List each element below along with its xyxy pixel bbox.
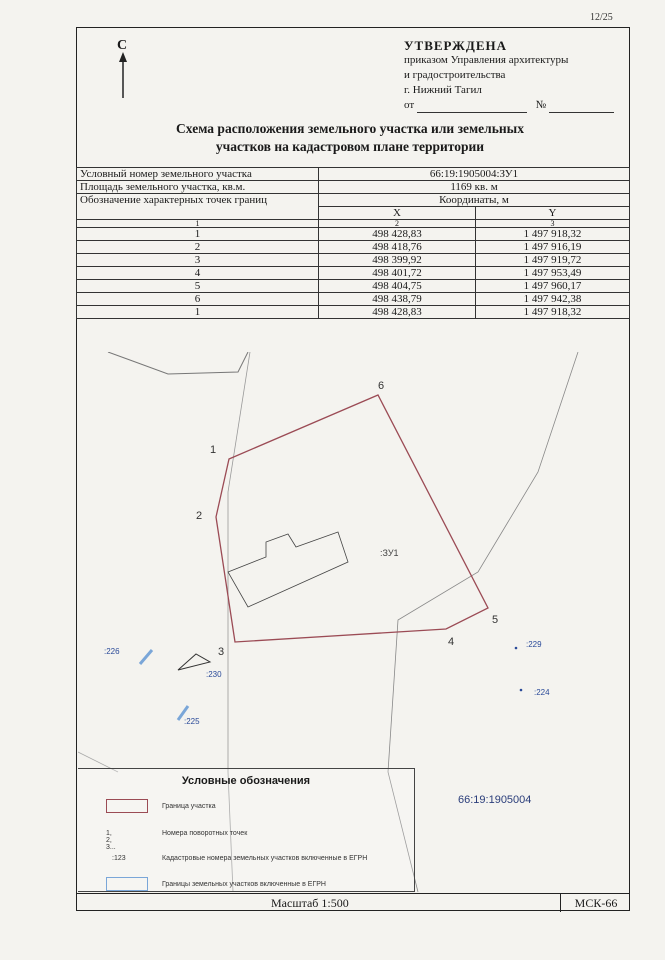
approval-date-line xyxy=(417,102,527,113)
y-header: Y xyxy=(476,207,630,220)
legend-item-label: Номера поворотных точек xyxy=(162,830,248,837)
legend xyxy=(78,768,415,892)
building-outline xyxy=(228,532,348,607)
approval-heading: УТВЕРЖДЕНА xyxy=(404,38,508,53)
point-id: 5 xyxy=(77,280,319,293)
parcel-boundary xyxy=(216,395,488,642)
legend-title: Условные обозначения xyxy=(181,775,311,787)
table-row xyxy=(77,241,630,254)
approval-block xyxy=(404,38,629,113)
neighbor-label-225: :225 xyxy=(184,717,200,726)
coordinates-table xyxy=(76,167,630,319)
point-y: 1 497 916,19 xyxy=(476,241,630,254)
col-num: 1 xyxy=(77,220,319,228)
area-value: 1169 кв. м xyxy=(319,181,630,194)
point-id: 4 xyxy=(77,267,319,280)
cad-sample: :123 xyxy=(112,855,126,862)
point-y: 1 497 918,32 xyxy=(476,306,630,319)
neighbor-label-230: :230 xyxy=(206,670,222,679)
north-label: С xyxy=(117,38,128,53)
approval-number-label: № xyxy=(535,99,547,111)
table-row xyxy=(77,293,630,306)
table-row xyxy=(77,306,630,319)
point-x: 498 399,92 xyxy=(319,254,476,267)
point-id: 2 xyxy=(77,241,319,254)
parcel-swatch xyxy=(106,799,148,813)
point-y: 1 497 953,49 xyxy=(476,267,630,280)
neighbor-parcel-230 xyxy=(178,654,210,670)
approval-line1: приказом Управления архитектуры xyxy=(404,54,569,66)
approval-number-line xyxy=(549,102,614,113)
point-label-5: 5 xyxy=(492,614,499,626)
point-label-6: 6 xyxy=(378,380,385,392)
point-x: 498 428,83 xyxy=(319,228,476,241)
point-x: 498 438,79 xyxy=(319,293,476,306)
title-line2: участков на кадастровом плане территории xyxy=(215,139,485,154)
point-label-1: 1 xyxy=(210,444,217,456)
points-sample: 1, 2, 3... xyxy=(106,830,116,851)
neighbor-label-229: :229 xyxy=(526,640,542,649)
point-x: 498 401,72 xyxy=(319,267,476,280)
point-y: 1 497 960,17 xyxy=(476,280,630,293)
table-row xyxy=(77,168,630,181)
legend-item-label: Кадастровые номера земельных участков включенные в ЕГРН xyxy=(162,855,368,862)
parcel-label: :ЗУ1 xyxy=(380,548,399,558)
point-id: 1 xyxy=(77,306,319,319)
title-line1: Схема расположения земельного участка или земельных xyxy=(176,121,524,136)
point-x: 498 404,75 xyxy=(319,280,476,293)
neighbor-label-226: :226 xyxy=(104,647,120,656)
point-229-marker xyxy=(515,647,518,650)
cadastral-quarter-label: 66:19:1905004 xyxy=(458,794,532,806)
approval-from-label: от xyxy=(404,99,415,111)
parcel-number-label: Условный номер земельного участка xyxy=(77,168,319,181)
table-row xyxy=(77,267,630,280)
footer xyxy=(76,893,630,912)
legend-item-label: Граница участка xyxy=(162,803,216,810)
neighbor-boundary xyxy=(388,352,578,892)
point-y: 1 497 918,32 xyxy=(476,228,630,241)
x-header: X xyxy=(319,207,476,220)
neighbor-label-224: :224 xyxy=(534,688,550,697)
col-num: 3 xyxy=(476,220,630,228)
neighbor-boundary xyxy=(108,352,248,374)
table-row xyxy=(77,194,630,207)
point-224-marker xyxy=(520,689,523,692)
area-label: Площадь земельного участка, кв.м. xyxy=(77,181,319,194)
page-number: 12/25 xyxy=(590,12,613,23)
point-id: 6 xyxy=(77,293,319,306)
table-row xyxy=(77,228,630,241)
col-num: 2 xyxy=(319,220,476,228)
approval-date-number xyxy=(404,98,629,113)
north-arrow xyxy=(112,38,136,105)
table-row xyxy=(77,181,630,194)
point-label-4: 4 xyxy=(448,636,455,648)
egrn-boundary-226 xyxy=(140,650,152,664)
point-x: 498 418,76 xyxy=(319,241,476,254)
legend-item-label: Границы земельных участков включенные в ЕГРН xyxy=(162,881,326,888)
point-x: 498 428,83 xyxy=(319,306,476,319)
point-label-2: 2 xyxy=(196,510,203,522)
table-row xyxy=(77,280,630,293)
point-id: 1 xyxy=(77,228,319,241)
approval-line3: г. Нижний Тагил xyxy=(404,84,482,96)
scale-label: Масштаб 1:500 xyxy=(271,896,349,910)
document-title xyxy=(120,120,580,156)
coords-header: Координаты, м xyxy=(319,194,630,207)
points-label: Обозначение характерных точек границ xyxy=(77,194,319,220)
crs-label: МСК-66 xyxy=(560,894,631,912)
egrn-swatch xyxy=(106,877,148,891)
point-y: 1 497 942,38 xyxy=(476,293,630,306)
point-label-3: 3 xyxy=(218,646,225,658)
approval-line2: и градостроительства xyxy=(404,69,506,81)
point-id: 3 xyxy=(77,254,319,267)
point-y: 1 497 919,72 xyxy=(476,254,630,267)
parcel-number-value: 66:19:1905004:ЗУ1 xyxy=(319,168,630,181)
table-row xyxy=(77,254,630,267)
table-row xyxy=(77,220,630,228)
